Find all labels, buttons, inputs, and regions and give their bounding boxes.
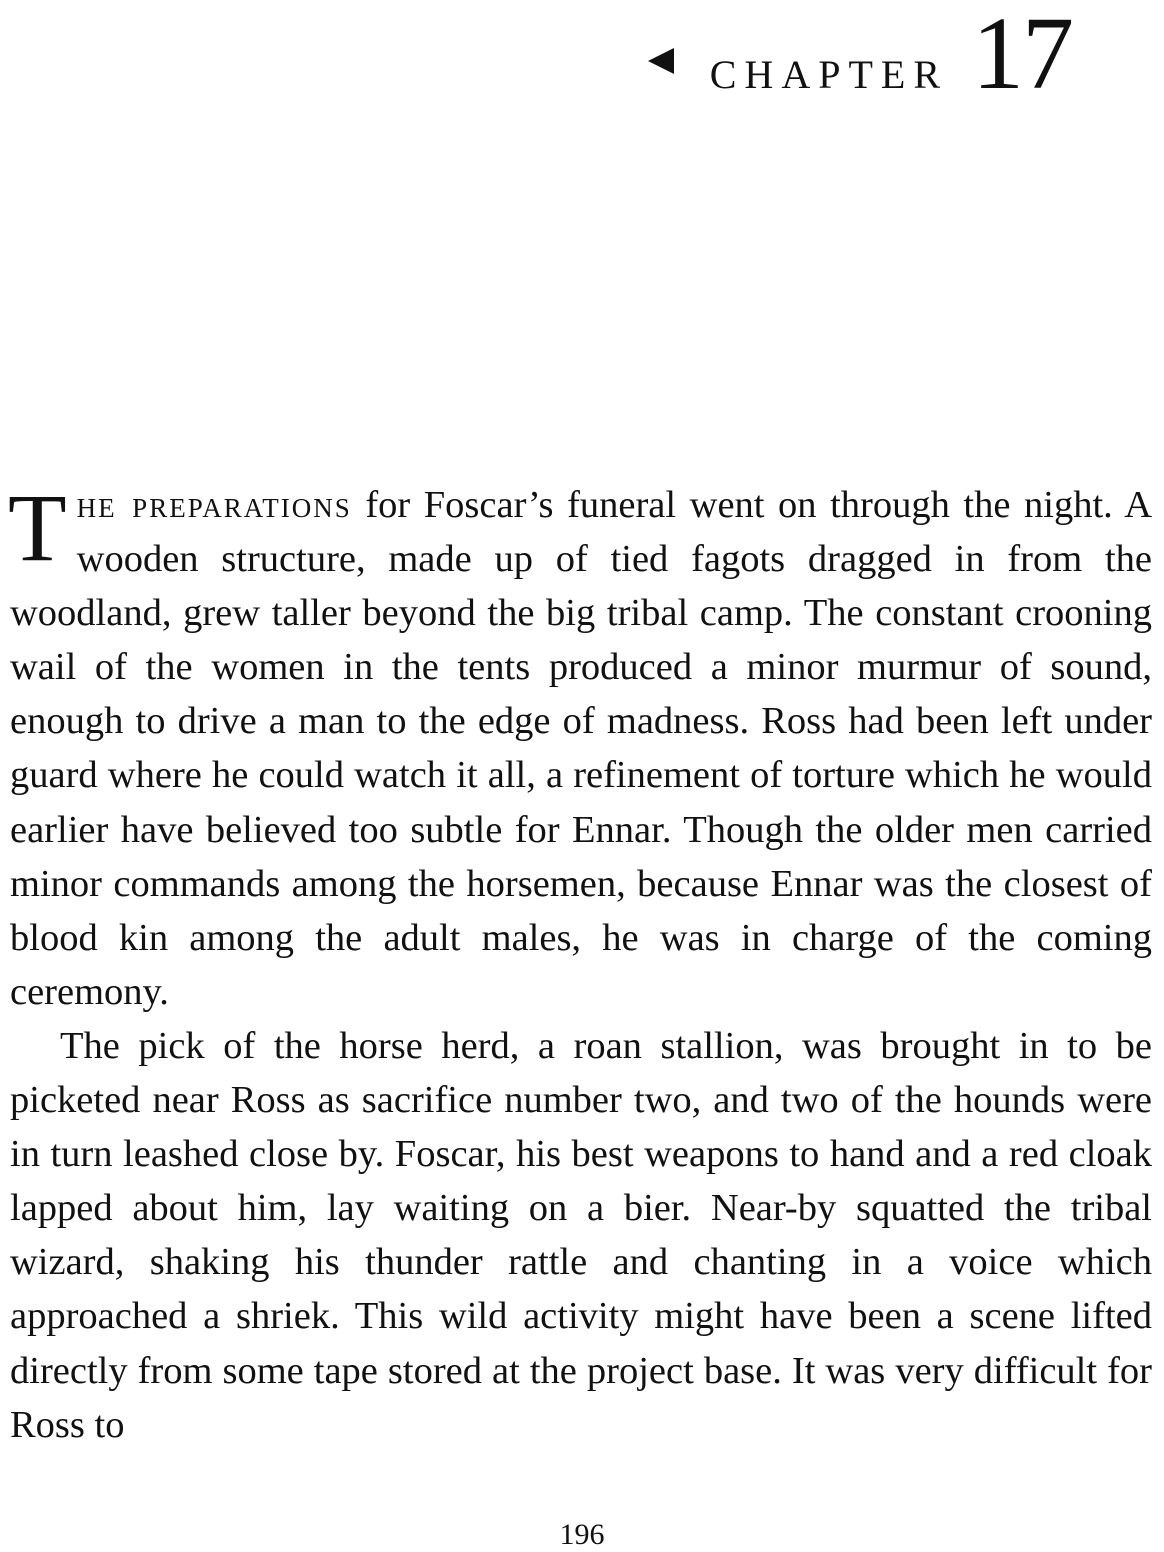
lead-in-small-caps: he preparations [76,484,352,526]
chapter-number: 17 [972,0,1072,111]
chapter-heading [648,0,1072,111]
chapter-body [8,474,1153,1452]
drop-cap: T [8,474,67,581]
left-arrow-icon [648,48,674,74]
chapter-label: CHAPTER [709,52,948,97]
page-number: 196 [559,1518,605,1551]
paragraph-1-text: for Foscar’s funeral went on through the night. A wooden structure, made up of tied fagots dragged in from the woodland, grew taller beyond the big tribal camp. The constant crooning wail of the women in the tents produced a minor murmur of sound, enough to drive a man to the edge of madness. Ross had been left under guard where he could watch it all, a refinement of torture which he would earlier have believed too subtle for Ennar. Though the older men carried minor commands among the horsemen, because Ennar was the closest of blood kin among the adult males, he was in charge of the coming ceremony. [10,484,1153,1013]
paragraph-1 [8,474,1153,1019]
paragraph-2: The pick of the horse herd, a roan stallion, was brought in to be picketed near Ross as sacrifice number two, and two of the hounds were in turn leashed close by. Foscar, his best weapons to hand and a red cloak lapped about him, lay waiting on a bier. Near-by squatted the tribal wizard, shaking his thunder rattle and chanting in a voice which approached a shriek. This wild activity might have been a scene lifted directly from some tape stored at the project base. It was very difficult for Ross to [10,1024,1152,1446]
